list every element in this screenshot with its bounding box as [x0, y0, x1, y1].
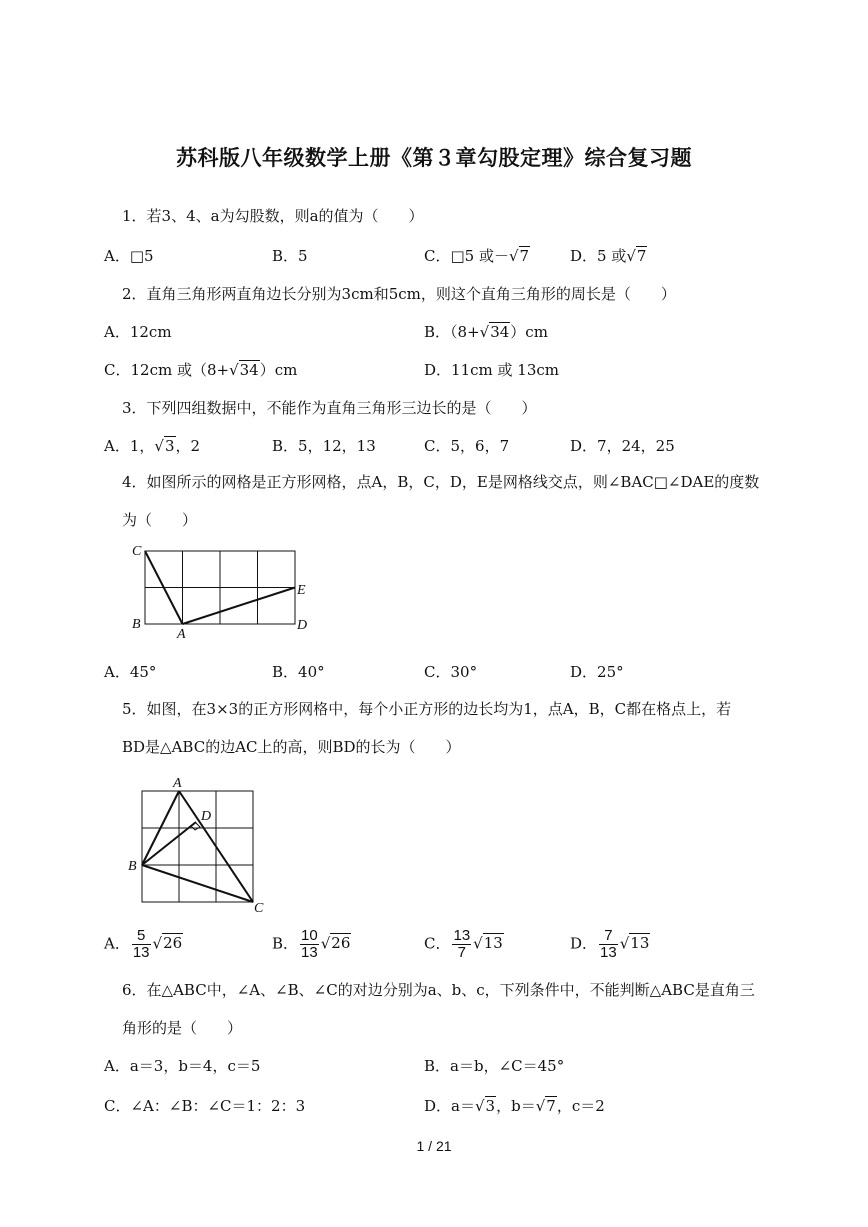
- q6-option-d-post: ，c＝2: [556, 1097, 605, 1115]
- q2-option-c-pre: C．12cm 或（8+: [104, 361, 230, 379]
- q4-segment-ae: [183, 588, 296, 625]
- q5-option-b-fraction: [300, 928, 319, 961]
- q3-option-a-pre: A．1，: [104, 437, 155, 455]
- q2-option-b: B．（8+√34）cm: [424, 323, 548, 341]
- question-4-stem-line1: 4．如图所示的网格是正方形网格，点A，B，C，D，E是网格线交点，则∠BAC□∠DAE的度数: [122, 473, 760, 491]
- q5-option-b-denominator: 13: [301, 943, 318, 961]
- q1-option-d-radicand: 7: [636, 247, 647, 265]
- q5-option-d-radicand: 13: [630, 934, 650, 953]
- q5-option-c-radicand: 13: [483, 934, 503, 953]
- q1-option-c-radicand: 7: [519, 247, 530, 265]
- q5-label-b: B: [128, 859, 137, 874]
- q1-option-b: B．5: [272, 247, 308, 265]
- q2-option-d: D．11cm 或 13cm: [424, 361, 559, 379]
- q4-label-b: B: [132, 617, 141, 632]
- question-5-stem-line1: 5．如图，在3×3的正方形网格中，每个小正方形的边长均为1，点A，B，C都在格点上，若: [122, 700, 732, 718]
- q2-option-c-post: ）cm: [259, 361, 298, 379]
- q4-option-a: A．45°: [104, 663, 157, 681]
- question-5-stem-line2: BD是△ABC的边AC上的高，则BD的长为（ ）: [122, 738, 461, 756]
- q2-option-b-radicand: 34: [490, 323, 510, 341]
- q5-option-a-denominator: 13: [132, 943, 150, 961]
- q5-option-a: A． $\frac{5}{13}$ √26: [104, 927, 183, 961]
- q4-option-c: C．30°: [424, 663, 478, 681]
- q5-option-c-label: C．: [424, 934, 451, 953]
- page-title: 苏科版八年级数学上册《第３章勾股定理》综合复习题: [176, 145, 692, 170]
- question-3-stem: 3．下列四组数据中，不能作为直角三角形三边长的是（ ）: [122, 399, 537, 417]
- q6-option-d-radicand-1: 3: [485, 1097, 496, 1115]
- q5-option-d: D． $\frac{7}{13}$ √13: [570, 927, 650, 961]
- q5-option-d-denominator: 13: [600, 943, 617, 961]
- q6-option-d-pre: D．a＝: [424, 1097, 475, 1115]
- q5-option-a-radicand: 26: [163, 934, 183, 953]
- q2-option-b-pre: B．（8+: [424, 323, 480, 341]
- q2-option-a: A．12cm: [104, 323, 172, 341]
- q5-option-b-radicand: 26: [331, 934, 351, 953]
- q4-option-b: B．40°: [272, 663, 325, 681]
- q5-option-a-label: A．: [104, 934, 130, 953]
- q5-label-d: D: [201, 809, 212, 824]
- q2-option-c: C．12cm 或（8+√34）cm: [104, 361, 298, 379]
- q3-option-b: B．5，12，13: [272, 437, 376, 455]
- q5-label-a: A: [173, 776, 182, 791]
- question-6-stem-line1: 6．在△ABC中，∠A、∠B、∠C的对边分别为a、b、c，下列条件中，不能判断△ABC是直角三: [122, 981, 755, 999]
- question-2-stem: 2．直角三角形两直角边长分别为3cm和5cm，则这个直角三角形的周长是（ ）: [122, 285, 676, 303]
- q5-grid-border: [142, 791, 253, 902]
- q3-option-a-radicand: 3: [164, 437, 175, 455]
- q3-option-d: D．7，24，25: [570, 437, 675, 455]
- q5-option-a-fraction: [132, 928, 151, 961]
- q3-option-c: C．5，6，7: [424, 437, 510, 455]
- q1-option-d: D．5 或√7: [570, 247, 647, 265]
- q6-option-a: A．a＝3，b＝4，c＝5: [104, 1057, 261, 1075]
- q6-option-d-radicand-2: 7: [546, 1097, 556, 1115]
- q3-option-a: A．1，√3，2: [104, 437, 201, 455]
- q5-option-b-label: B．: [272, 934, 299, 953]
- question-1-stem: 1．若3、4、a为勾股数，则a的值为（ ）: [122, 207, 424, 225]
- q5-option-b: B． $\frac{10}{13}$ √26: [272, 927, 351, 961]
- q5-option-d-numerator: 7: [599, 928, 618, 945]
- q5-option-a-numerator: 5: [132, 928, 151, 945]
- q4-label-c: C: [132, 544, 142, 559]
- q1-option-c-text: C．□5 或: [424, 247, 494, 265]
- question-5-grid-figure: [126, 773, 271, 915]
- q5-option-c-denominator: 7: [457, 943, 466, 961]
- q5-option-c-numerator: 13: [453, 927, 471, 944]
- q5-option-c: C． $\frac{13}{7}$ √13: [424, 927, 503, 961]
- q5-option-d-fraction: [599, 928, 618, 961]
- q4-label-e: E: [297, 583, 306, 598]
- q4-label-a: A: [177, 627, 186, 640]
- q1-option-c: C．□5 或－√7: [424, 247, 530, 265]
- q6-option-c: C．∠A：∠B：∠C＝1：2：3: [104, 1097, 306, 1115]
- q5-option-d-label: D．: [570, 934, 598, 953]
- q5-segment-bc: [142, 865, 253, 902]
- q6-option-d-mid: ，b＝: [496, 1097, 536, 1115]
- q3-option-a-post: ，2: [175, 437, 201, 455]
- question-6-stem-line2: 角形的是（ ）: [122, 1019, 243, 1037]
- q1-option-d-text: D．5 或: [570, 247, 627, 265]
- question-4-grid-figure: [128, 540, 318, 640]
- q1-option-a: A．□5: [104, 247, 154, 265]
- q6-option-d: D．a＝√3，b＝√7，c＝2: [424, 1097, 605, 1115]
- q2-option-c-radicand: 34: [239, 361, 259, 379]
- q5-label-c: C: [254, 901, 264, 915]
- question-4-stem-line2: 为（ ）: [122, 511, 198, 529]
- q6-option-b: B．a＝b，∠C＝45°: [424, 1057, 565, 1075]
- q4-option-d: D．25°: [570, 663, 624, 681]
- page-number: 1 / 21: [416, 1138, 452, 1154]
- q5-option-b-numerator: 10: [301, 927, 318, 944]
- q4-label-d: D: [297, 618, 308, 633]
- q2-option-b-post: ）cm: [510, 323, 548, 341]
- q5-option-c-fraction: [452, 928, 471, 961]
